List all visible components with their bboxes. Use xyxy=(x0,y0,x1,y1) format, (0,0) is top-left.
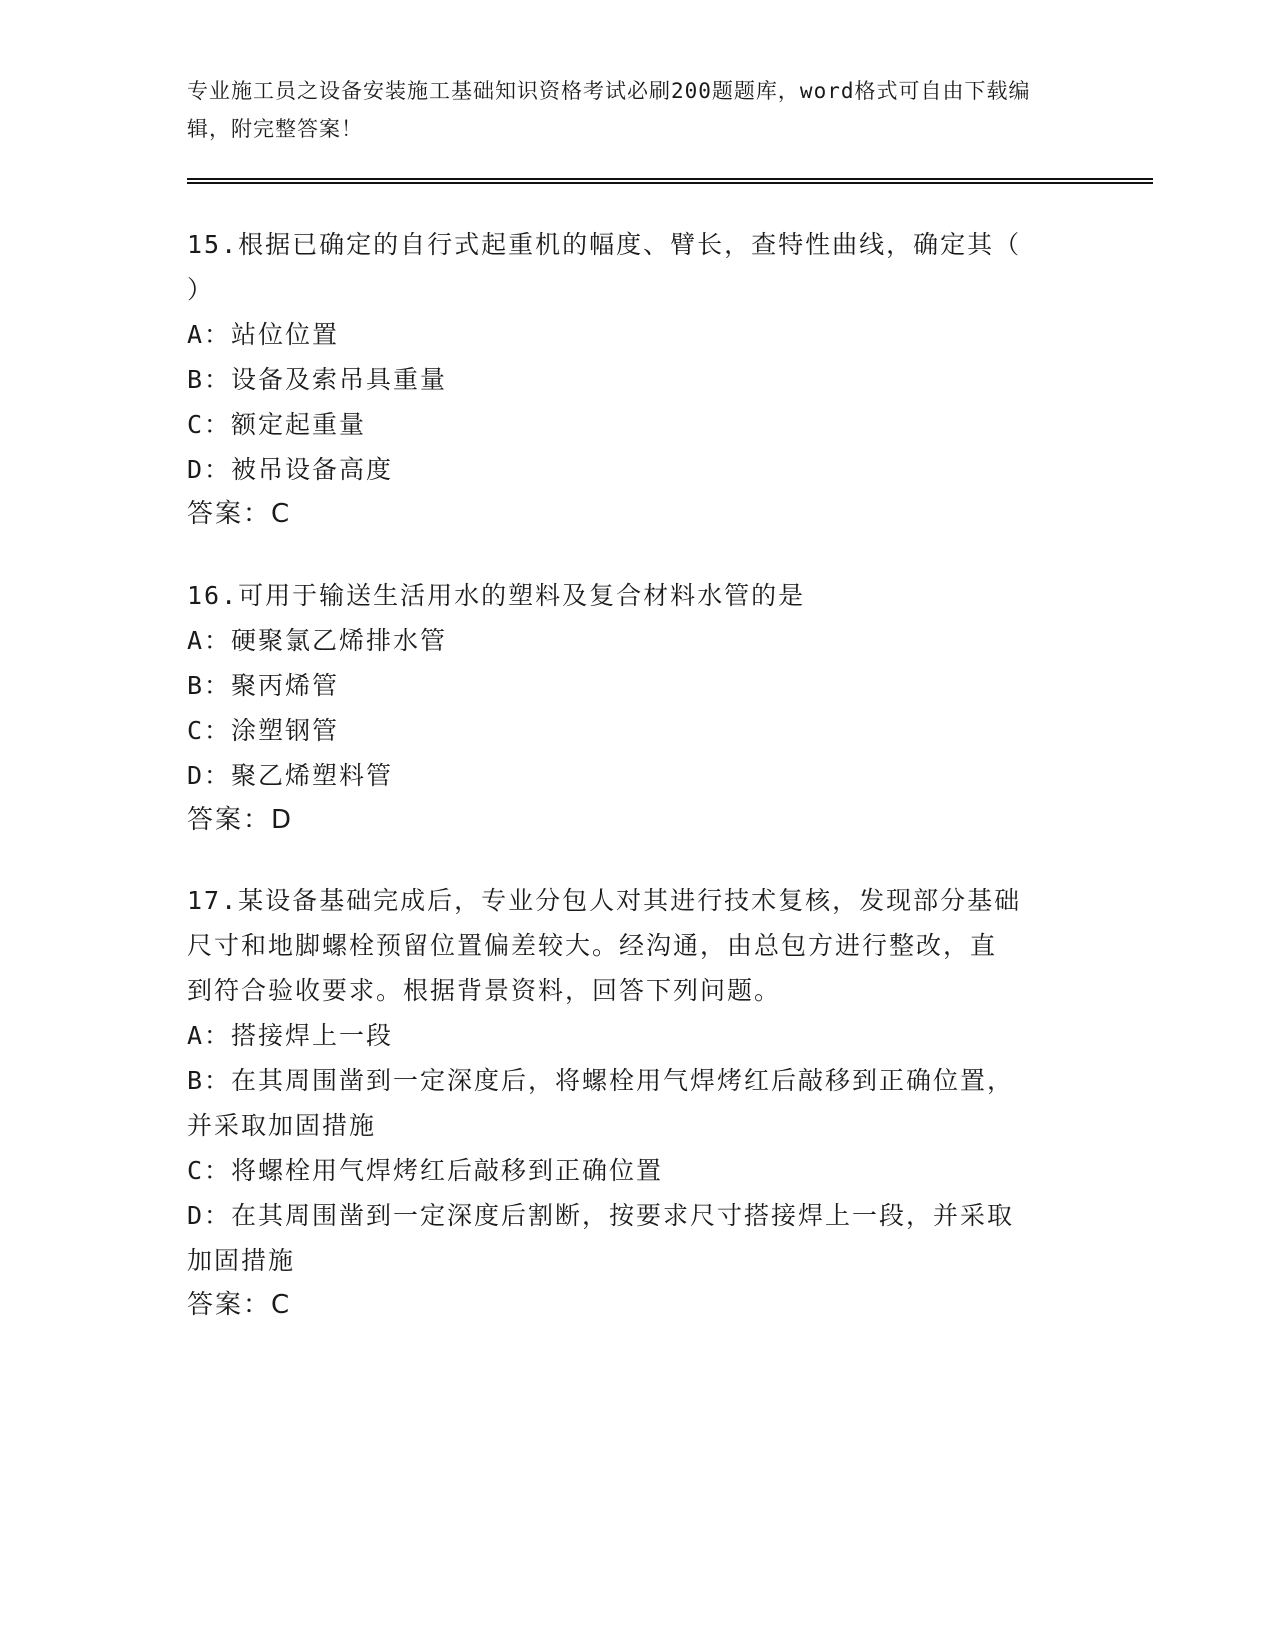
option-d: D：被吊设备高度 xyxy=(187,455,394,484)
option-c: C：涂塑钢管 xyxy=(187,716,340,745)
document-header: 专业施工员之设备安装施工基础知识资格考试必刷200题题库，word格式可自由下载编辑，附完整答案！ xyxy=(187,79,1031,141)
header-divider-top xyxy=(187,178,1153,180)
question-stem-line: 到符合验收要求。根据背景资料，回答下列问题。 xyxy=(187,976,782,1005)
option-b: B：聚丙烯管 xyxy=(187,671,340,700)
question-stem-line: 尺寸和地脚螺栓预留位置偏差较大。经沟通，由总包方进行整改，直 xyxy=(187,931,998,960)
question-15 xyxy=(187,222,1077,537)
answer-label: 答案：D xyxy=(187,805,294,835)
question-stem-line: ） xyxy=(187,275,215,304)
question-16 xyxy=(187,573,1077,843)
option-d: D：在其周围凿到一定深度后割断，按要求尺寸搭接焊上一段，并采取 xyxy=(187,1201,1015,1230)
answer-label: 答案：C xyxy=(187,499,292,529)
option-b: B：在其周围凿到一定深度后，将螺栓用气焊烤红后敲移到正确位置， xyxy=(187,1066,1015,1095)
option-a: A：搭接焊上一段 xyxy=(187,1021,394,1050)
option-b-continued: 并采取加固措施 xyxy=(187,1111,377,1140)
option-c: C：额定起重量 xyxy=(187,410,367,439)
option-a: A：站位位置 xyxy=(187,320,340,349)
question-17 xyxy=(187,878,1077,1328)
option-a: A：硬聚氯乙烯排水管 xyxy=(187,626,448,655)
option-c: C：将螺栓用气焊烤红后敲移到正确位置 xyxy=(187,1156,664,1185)
question-stem-line: 17.某设备基础完成后，专业分包人对其进行技术复核，发现部分基础 xyxy=(187,886,1022,915)
question-stem-line: 16.可用于输送生活用水的塑料及复合材料水管的是 xyxy=(187,581,806,610)
answer-label: 答案：C xyxy=(187,1290,292,1320)
option-b: B：设备及索吊具重量 xyxy=(187,365,448,394)
question-stem-line: 15.根据已确定的自行式起重机的幅度、臂长，查特性曲线，确定其（ xyxy=(187,230,1022,259)
header-divider-bottom xyxy=(187,182,1153,184)
option-d: D：聚乙烯塑料管 xyxy=(187,761,394,790)
option-d-continued: 加固措施 xyxy=(187,1246,296,1275)
